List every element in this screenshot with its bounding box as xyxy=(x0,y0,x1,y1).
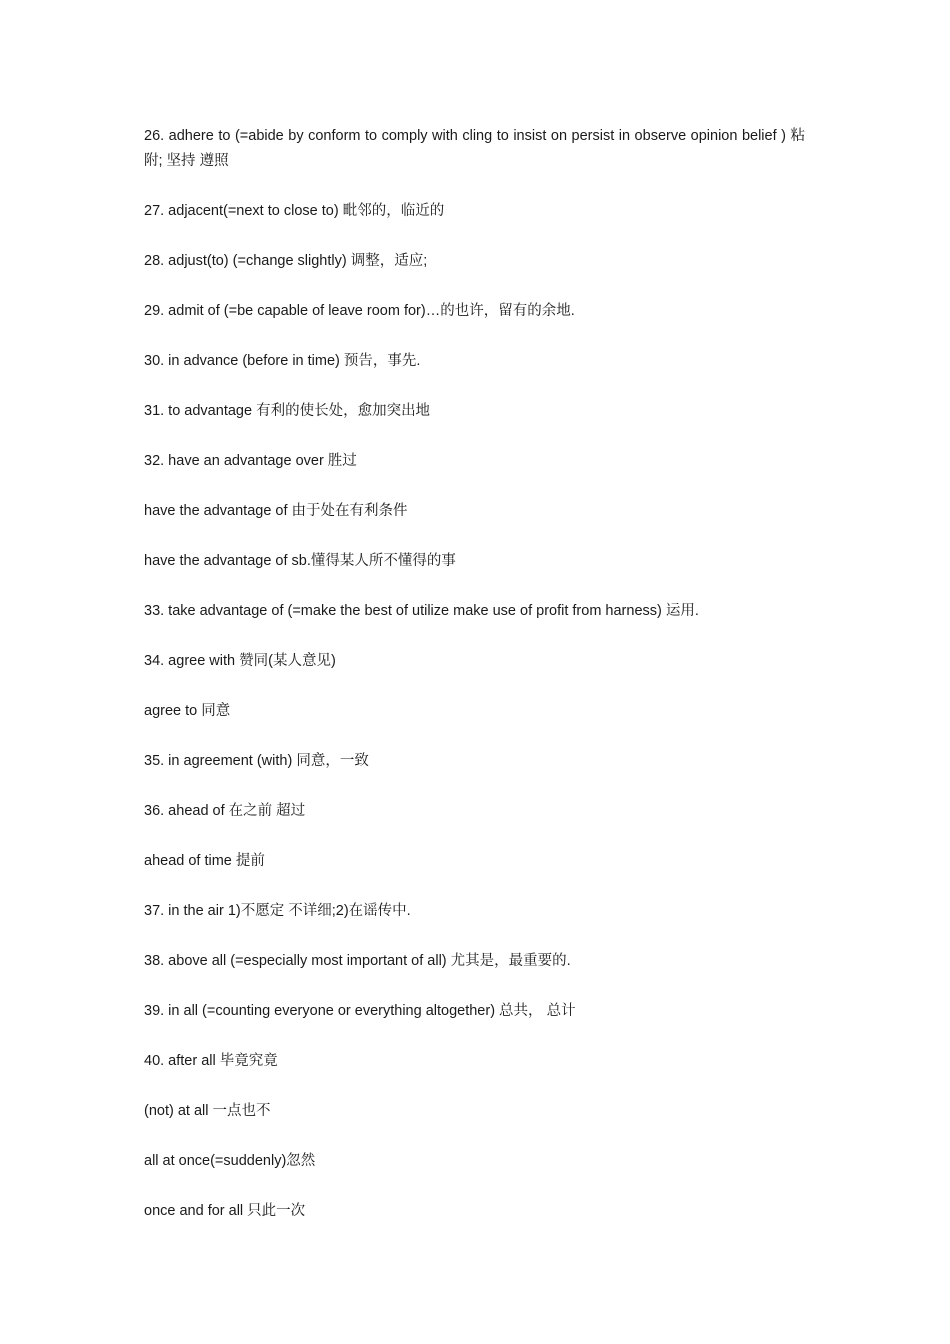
entry-32c: have the advantage of sb.懂得某人所不懂得的事 xyxy=(144,553,456,569)
entry-27: 27. adjacent(=next to close to) 毗邻的，临近的 xyxy=(144,203,445,219)
entry-32b: have the advantage of 由于处在有利条件 xyxy=(144,503,408,519)
entry-36: 36. ahead of 在之前 超过 xyxy=(144,803,306,819)
entry-40: 40. after all 毕竟究竟 xyxy=(144,1053,278,1069)
entry-40c: all at once(=suddenly)忽然 xyxy=(144,1153,316,1169)
entry-36b: ahead of time 提前 xyxy=(144,853,265,869)
entry-30: 30. in advance (before in time) 预告，事先. xyxy=(144,353,421,369)
entry-40b: (not) at all 一点也不 xyxy=(144,1103,271,1119)
entry-40d: once and for all 只此一次 xyxy=(144,1203,306,1219)
entry-28: 28. adjust(to) (=change slightly) 调整，适应; xyxy=(144,253,428,269)
entry-34b: agree to 同意 xyxy=(144,703,231,719)
entry-33: 33. take advantage of (=make the best of utilize make use of profit from harness) 运用. xyxy=(144,603,699,619)
entry-31: 31. to advantage 有利的使长处，愈加突出地 xyxy=(144,403,431,419)
entry-34: 34. agree with 赞同(某人意见) xyxy=(144,653,336,669)
entry-32: 32. have an advantage over 胜过 xyxy=(144,453,357,469)
entry-35: 35. in agreement (with) 同意，一致 xyxy=(144,753,369,769)
entry-38: 38. above all (=especially most important of all) 尤其是，最重要的. xyxy=(144,953,571,969)
entry-26: 26. adhere to (=abide by conform to comply with cling to insist on persist in observe opinion belief ) 粘附; 坚持 遵照 xyxy=(144,128,805,169)
entry-37: 37. in the air 1)不愿定 不详细;2)在谣传中. xyxy=(144,903,411,919)
entry-39: 39. in all (=counting everyone or everything altogether) 总共， 总计 xyxy=(144,1003,576,1019)
entry-29: 29. admit of (=be capable of leave room for)…的也许，留有的余地. xyxy=(144,303,575,319)
document-body xyxy=(144,124,805,1249)
